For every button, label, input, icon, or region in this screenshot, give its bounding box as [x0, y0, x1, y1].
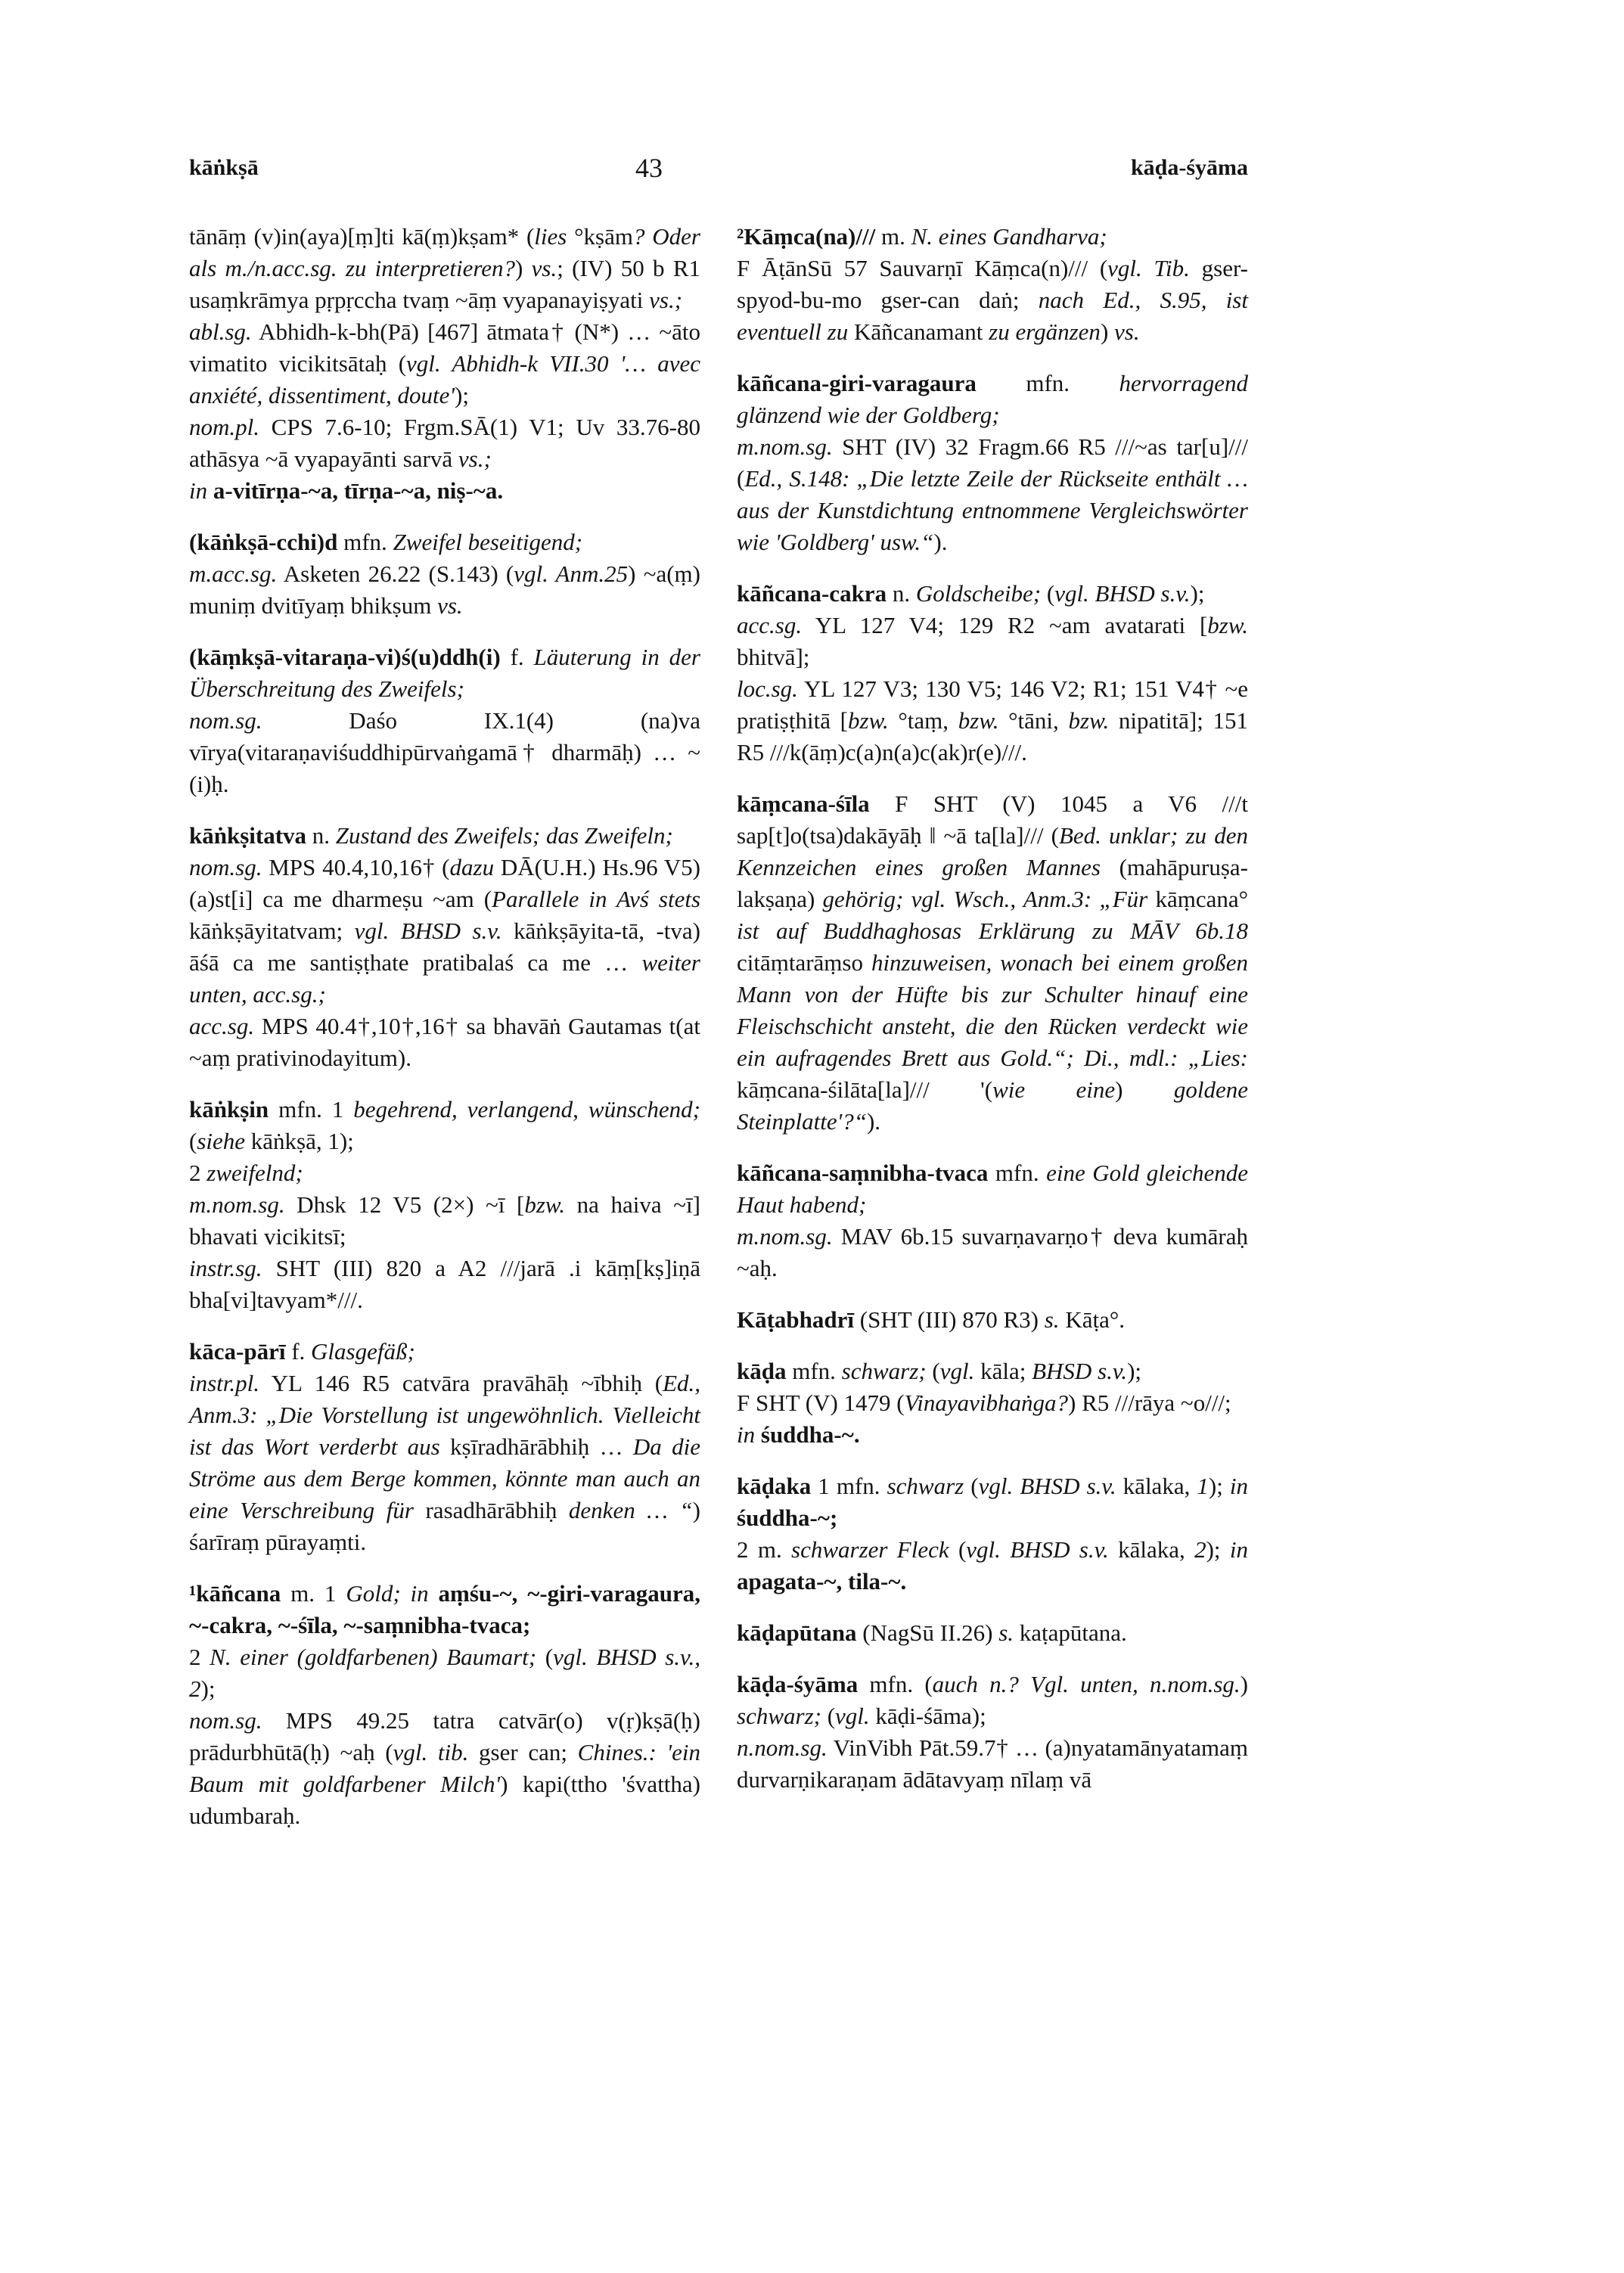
text: kāṅkṣā, 1); — [245, 1128, 354, 1154]
italic-text: Vinayavibhaṅga? — [904, 1390, 1068, 1416]
entry-line — [737, 1304, 1248, 1336]
dictionary-entry — [737, 1669, 1248, 1796]
text: f. — [500, 644, 534, 670]
text: ) kapi(ttho 'śvattha) udumbaraḥ. — [189, 1771, 700, 1829]
text: °taṃ, — [888, 707, 958, 734]
text: f. — [285, 1338, 312, 1365]
italic-text: vgl. Abhidh-k VII.30 '… avec anxiété, dissentiment, doute' — [189, 350, 701, 408]
text: ( — [821, 1703, 836, 1729]
text: (mahāpuruṣa-lakṣaṇa) — [737, 854, 1248, 912]
italic-text: in — [1229, 1473, 1249, 1499]
italic-text: schwarzer Fleck — [791, 1536, 949, 1563]
dictionary-entry — [189, 221, 700, 507]
text: m. 1 — [281, 1580, 346, 1607]
headword: kāṅkṣin — [189, 1096, 269, 1123]
italic-text: Läuterung in der Überschreitung des Zweifels; — [189, 644, 700, 702]
text: ) — [1100, 318, 1115, 345]
left-column — [189, 221, 700, 1852]
italic-text: nach Ed., S.95, ist eventuell zu — [737, 287, 1248, 345]
entry-line — [189, 1094, 700, 1157]
text: °kṣām — [567, 223, 633, 250]
italic-text: eine Gold gleichende Haut habend; — [737, 1160, 1248, 1218]
italic-text: Da die Ströme aus dem Berge kommen, könnte man auch an eine Verschreibung für — [189, 1433, 701, 1523]
dictionary-entry — [189, 1094, 700, 1316]
text: ( — [189, 1128, 197, 1154]
text: ; (IV) 50 b R1 usaṃkrāmya pṛpṛccha tvaṃ ~āṃ vyapanayiṣyati — [189, 255, 700, 313]
entry-line — [189, 641, 700, 705]
text: tānāṃ (v)in(aya)[ṃ]ti kā(ṃ)kṣam* ( — [189, 223, 535, 250]
entry-line — [737, 368, 1248, 431]
text — [429, 1580, 439, 1607]
italic-text: vgl. Anm.25 — [514, 560, 629, 587]
italic-text: nom.sg. — [189, 707, 262, 734]
headword: kāñcana-giri-varagaura — [737, 370, 977, 396]
entry-line — [189, 316, 700, 411]
italic-text: zweifelnd; — [206, 1160, 303, 1186]
italic-text: Bed. unklar; zu den Kennzeichen eines großen Mannes — [737, 822, 1248, 880]
text: ( — [1041, 580, 1055, 607]
italic-text: bzw. — [848, 707, 889, 734]
italic-text: Gold; in — [346, 1580, 429, 1607]
entry-line — [737, 221, 1248, 253]
italic-text: vgl. BHSD s.v. — [354, 918, 502, 944]
text: YL 127 V4; 129 R2 ~am avatarati [ — [802, 612, 1208, 638]
text: ( — [536, 1644, 554, 1670]
italic-text: m.acc.sg. — [189, 560, 278, 587]
italic-text: BHSD s.v. — [1032, 1358, 1128, 1384]
italic-text: gehörig; vgl. Wsch., Anm.3: „Für — [822, 886, 1148, 912]
text: Dhsk 12 V5 (2×) ~ī [ — [284, 1191, 525, 1218]
text: kāṃcana-śilāta[la]/// '( — [737, 1076, 993, 1103]
text: mfn. — [337, 529, 393, 555]
text: ) R5 ///rāya ~o///; — [1068, 1390, 1231, 1416]
headword: aṃśu-~, ~-giri-varagaura, ~-cakra, ~-śīla, ~-saṃnibha-tvaca; — [189, 1580, 700, 1638]
headword: kāḍapūtana — [737, 1619, 857, 1646]
entry-line — [737, 1221, 1248, 1284]
text: kāṅkṣāyita-tā, -tva) āśā ca me santiṣṭhate pratibalaś ca me … — [189, 918, 701, 976]
running-head-last-word: kāḍa-śyāma — [1130, 155, 1248, 180]
italic-text: instr.pl. — [189, 1370, 260, 1396]
headword: kāḍaka — [737, 1473, 812, 1499]
text: bhitvā]; — [737, 644, 810, 670]
text: ); — [455, 382, 469, 408]
italic-text: vgl. BHSD s.v. — [1054, 580, 1191, 607]
italic-text: Chines.: 'ein Baum mit goldfarbener Milch' — [189, 1739, 700, 1797]
text: kālaka, — [1108, 1536, 1195, 1563]
italic-text: m.nom.sg. — [189, 1191, 285, 1218]
entry-line — [737, 1470, 1248, 1534]
italic-text: auch n.? Vgl. unten, n.nom.sg. — [932, 1671, 1241, 1697]
italic-text: wie eine — [992, 1076, 1116, 1103]
italic-text: nom.sg. — [189, 854, 262, 880]
text: Abhidh-k-bh(Pā) [467] ātmata† (N*) … ~āto vimatito vicikitsātaḥ ( — [189, 318, 700, 377]
text: m. — [875, 223, 911, 250]
italic-text: zu ergänzen — [989, 318, 1101, 345]
italic-text: in — [737, 1421, 756, 1448]
entry-line — [737, 1534, 1248, 1598]
entry-line — [189, 526, 700, 558]
text: DĀ(U.H.) Hs.96 V5) (a)st[i] ca me dharmeṣu ~am ( — [189, 854, 701, 912]
text: ); — [1190, 580, 1205, 607]
text: Asketen 26.22 (S.143) ( — [277, 560, 514, 587]
text: VinVibh Pāt.59.7† … (a)nyatamānyatamaṃ durvarṇikaraṇam ādātavyaṃ nīlaṃ vā — [737, 1734, 1248, 1793]
dictionary-entry — [737, 1617, 1248, 1649]
text: kaṭapūtana. — [1014, 1619, 1127, 1646]
dictionary-entry — [737, 1355, 1248, 1451]
entry-line — [737, 1617, 1248, 1649]
text: Daśo IX.1(4) (na)va vīrya(vitaraṇaviśuddhipūrvaṅgamā† dharmāḥ) … ~(i)ḥ. — [189, 707, 700, 797]
headword: śuddha-~; — [737, 1504, 838, 1531]
headword: apagata-~, tila-~. — [737, 1568, 907, 1595]
headword: ¹kāñcana — [189, 1580, 281, 1607]
italic-text: vs.; — [649, 287, 683, 313]
text: mfn. — [988, 1160, 1047, 1186]
text: MAV 6b.15 suvarṇavarṇo† deva kumāraḥ ~aḥ. — [737, 1223, 1248, 1281]
entry-line — [737, 431, 1248, 558]
text: MPS 49.25 tatra catvār(o) v(ṛ)kṣā(ḥ) prādurbhūtā(ḥ) ~aḥ ( — [189, 1707, 700, 1765]
text: ) — [1240, 1671, 1248, 1697]
italic-text: loc.sg. — [737, 675, 798, 702]
italic-text: vgl. — [939, 1358, 975, 1384]
text — [755, 1421, 761, 1448]
dictionary-entry — [737, 1470, 1248, 1598]
entry-line — [737, 578, 1248, 610]
headword: kāṅkṣitatva — [189, 822, 307, 849]
headword: kāñcana-cakra — [737, 580, 887, 607]
italic-text: s. — [998, 1619, 1014, 1646]
entry-line — [189, 411, 700, 475]
text: rasadhārābhiḥ — [413, 1497, 569, 1523]
headword: Kāṭabhadrī — [737, 1306, 855, 1333]
headword: kāḍa-śyāma — [737, 1671, 859, 1697]
italic-text: hinzuweisen, wonach bei einem großen Mann von der Hüfte bis zur Schulter hinauf eine Fleischschicht ansteht, die den Rücken verdeckt wie ein aufragendes Brett aus Gold.“; Di., mdl.: „Lies: — [737, 949, 1248, 1071]
dictionary-entry — [189, 1336, 700, 1558]
text: ); — [1206, 1536, 1230, 1563]
text: YL 146 R5 catvāra pravāhāḥ ~ībhiḥ ( — [259, 1370, 663, 1396]
entry-line — [189, 1705, 700, 1832]
italic-text: Zweifel beseitigend; — [393, 529, 583, 555]
italic-text: ist auf Buddhaghosas Erklärung zu MĀV 6b.18 — [737, 918, 1248, 944]
italic-text: vs. — [1114, 318, 1140, 345]
italic-text: vgl. BHSD s.v., 2 — [189, 1644, 701, 1702]
italic-text: Glasgefäß; — [311, 1338, 415, 1365]
dictionary-entry — [737, 1157, 1248, 1284]
text: ); — [1127, 1358, 1141, 1384]
italic-text: N. einer (goldfarbenen) Baumart; — [210, 1644, 537, 1670]
italic-text: goldene Steinplatte'?“ — [737, 1076, 1248, 1135]
headword: ²Kāṃca(na)/// — [737, 223, 876, 250]
italic-text: 2 — [1194, 1536, 1206, 1563]
italic-text: vs. — [437, 592, 463, 619]
headword: (kāṅkṣā-cchi)d — [189, 529, 338, 555]
text: gser can; — [468, 1739, 578, 1765]
text: ( — [949, 1536, 967, 1563]
italic-text: in — [189, 477, 208, 504]
italic-text: m.nom.sg. — [737, 433, 833, 460]
italic-text: instr.sg. — [189, 1255, 262, 1281]
text: MPS 40.4,10,16† ( — [262, 854, 450, 880]
entry-line — [737, 253, 1248, 348]
italic-text: acc.sg. — [737, 612, 803, 638]
text: mfn. — [976, 370, 1119, 396]
italic-text: ? Oder als m./n.acc.sg. zu interpretieren? — [189, 223, 700, 281]
italic-text: schwarz; — [737, 1703, 821, 1729]
text: Kāñcanamant — [848, 318, 989, 345]
dictionary-entry — [737, 368, 1248, 558]
text: ). — [866, 1108, 881, 1135]
italic-text: vgl. BHSD s.v. — [966, 1536, 1109, 1563]
entry-line — [189, 1368, 700, 1558]
text: ) — [1115, 1076, 1174, 1103]
entry-line — [737, 1669, 1248, 1732]
italic-text: Zustand des Zweifels; das Zweifeln; — [335, 822, 673, 849]
italic-text: N. eines Gandharva; — [911, 223, 1107, 250]
italic-text: weiter unten, acc.sg.; — [189, 949, 700, 1008]
entry-line — [189, 705, 700, 800]
italic-text: 1 — [1197, 1473, 1209, 1499]
italic-text: vgl. — [835, 1703, 870, 1729]
entry-line — [737, 788, 1248, 1138]
text: kālaka, — [1116, 1473, 1197, 1499]
headword: kāḍa — [737, 1358, 787, 1384]
text: SHT (III) 820 a A2 ///jarā .i kāṃ[kṣ]iṇā bha[vi]tavyam*///. — [189, 1255, 700, 1313]
headword: a-vitīrṇa-~a, tīrṇa-~a, niṣ-~a. — [213, 477, 504, 504]
entry-line — [737, 1355, 1248, 1387]
italic-text: n.nom.sg. — [737, 1734, 828, 1761]
text: mfn. ( — [858, 1671, 933, 1697]
italic-text: vgl. Tib. — [1107, 255, 1190, 281]
entry-line — [189, 1578, 700, 1641]
italic-text: begehrend, verlangend, wünschend; — [353, 1096, 701, 1123]
dictionary-entry — [189, 641, 700, 800]
italic-text: siehe — [197, 1128, 246, 1154]
entry-line — [189, 558, 700, 622]
text: kāṃcana° — [1147, 886, 1249, 912]
text: F SHT (V) 1479 ( — [737, 1390, 905, 1416]
text: citāṃtarāṃso — [737, 949, 871, 976]
text: CPS 7.6-10; Frgm.SĀ(1) V1; Uv 33.76-80 athāsya ~ā vyapayānti sarvā — [189, 414, 700, 472]
page-number: 43 — [635, 153, 663, 183]
entry-line — [737, 1157, 1248, 1221]
text: ) ~a(ṃ) muniṃ dvitīyaṃ bhikṣum — [189, 560, 700, 619]
dictionary-entry — [189, 1578, 700, 1832]
italic-text: Ed., Anm.3: „Die Vorstellung ist ungewöhnlich. Vielleicht ist das Wort verderbt aus — [189, 1370, 700, 1460]
italic-text: lies — [534, 223, 567, 250]
text: Kāṭa°. — [1059, 1306, 1125, 1333]
entry-line — [737, 610, 1248, 673]
italic-text: schwarz; — [841, 1358, 927, 1384]
dictionary-entry — [737, 788, 1248, 1138]
text: mfn. — [786, 1358, 842, 1384]
italic-text: s. — [1044, 1306, 1060, 1333]
text: 1 mfn. — [811, 1473, 887, 1499]
text: (NagSū II.26) — [856, 1619, 999, 1646]
dictionary-entry — [189, 820, 700, 1074]
running-head-first-word: kāṅkṣā — [189, 155, 259, 180]
text: ( — [926, 1358, 940, 1384]
text: F SHT (V) 1045 a V6 ///t sap[t]o(tsa)dakāyāḥ ‖ ~ā ta[la]/// ( — [737, 790, 1248, 849]
italic-text: acc.sg. — [189, 1013, 255, 1039]
text: F ĀṭānSū 57 Sauvarṇī Kāṃca(n)/// ( — [737, 255, 1108, 281]
text: YL 127 V3; 130 V5; 146 V2; R1; 151 V4† ~e pratiṣṭhitā [ — [737, 675, 1248, 734]
text: ). — [933, 529, 948, 555]
text: 2 m. — [737, 1536, 792, 1563]
entry-line — [189, 1336, 700, 1368]
text: ) śarīraṃ pūrayaṃti. — [189, 1497, 700, 1555]
italic-text: m.nom.sg. — [737, 1223, 833, 1250]
text — [207, 477, 213, 504]
entry-line — [189, 221, 700, 316]
headword: śuddha-~. — [760, 1421, 860, 1448]
text: na haiva ~ī] bhavati vicikitsī; — [189, 1191, 700, 1250]
running-header — [189, 155, 1248, 194]
italic-text: in — [1229, 1536, 1248, 1563]
text: ( — [964, 1473, 979, 1499]
text: (SHT (III) 870 R3) — [854, 1306, 1045, 1333]
dictionary-entry — [737, 578, 1248, 769]
text: kāḍi-śāma); — [869, 1703, 986, 1729]
text: MPS 40.4†,10†,16† sa bhavāṅ Gautamas t(at ~aṃ prativinodayitum). — [189, 1013, 700, 1071]
entry-line — [189, 1189, 700, 1253]
text: mfn. 1 — [269, 1096, 354, 1123]
italic-text: nom.pl. — [189, 414, 259, 440]
headword: (kāṃkṣā-vitaraṇa-vi)ś(u)ddh(i) — [189, 644, 501, 670]
italic-text: bzw. — [1207, 612, 1248, 638]
dictionary-entry — [737, 221, 1248, 348]
text: ); — [200, 1675, 216, 1702]
italic-text: Parallele in Avś stets — [492, 886, 701, 912]
text: gser-spyod-bu-mo gser-can daṅ; — [737, 255, 1248, 313]
italic-text: vgl. BHSD s.v. — [978, 1473, 1116, 1499]
entry-line — [189, 1253, 700, 1316]
italic-text: schwarz — [887, 1473, 964, 1499]
right-column — [737, 221, 1248, 1815]
italic-text: abl.sg. — [189, 318, 252, 345]
headword: kāca-pārī — [189, 1338, 286, 1365]
headword: kāṃcana-śīla — [737, 790, 870, 817]
italic-text: Goldscheibe; — [915, 580, 1042, 607]
entry-line — [189, 820, 700, 852]
entry-line — [189, 852, 700, 1011]
text: n. — [306, 822, 336, 849]
headword: kāñcana-saṃnibha-tvaca — [737, 1160, 989, 1186]
italic-text: hervorragend glänzend wie der Goldberg; — [737, 370, 1248, 428]
entry-line — [737, 1419, 1248, 1451]
entry-line — [189, 475, 700, 507]
text: 2 — [189, 1644, 210, 1670]
entry-line — [737, 673, 1248, 769]
entry-line — [189, 1641, 700, 1705]
italic-text: vs. — [531, 255, 557, 281]
italic-text: bzw. — [958, 707, 999, 734]
text: °tāni, — [998, 707, 1069, 734]
text: n. — [887, 580, 916, 607]
italic-text: dazu — [449, 854, 495, 880]
text: kāṅkṣāyitatvam; — [189, 918, 355, 944]
entry-line — [189, 1011, 700, 1074]
italic-text: vs.; — [458, 446, 492, 472]
italic-text: denken … “ — [568, 1497, 693, 1523]
text: kāla; — [974, 1358, 1032, 1384]
italic-text: vgl. tib. — [393, 1739, 469, 1765]
entry-line — [737, 1732, 1248, 1796]
italic-text: bzw. — [1068, 707, 1110, 734]
dictionary-entry — [737, 1304, 1248, 1336]
italic-text: nom.sg. — [189, 1707, 262, 1734]
text: 2 — [189, 1160, 207, 1186]
text: ) — [515, 255, 532, 281]
italic-text: Ed., S.148: „Die letzte Zeile der Rückseite enthält … aus der Kunstdichtung entnommene Vergleichswörter wie 'Goldberg' usw.“ — [737, 465, 1248, 555]
dictionary-entry — [189, 526, 700, 622]
text: kṣīradhārābhiḥ … — [439, 1433, 633, 1460]
text: ); — [1208, 1473, 1230, 1499]
entry-line — [737, 1387, 1248, 1419]
text: nipatitā]; 151 R5 ///k(āṃ)c(a)n(a)c(ak)r(e)///. — [737, 707, 1249, 765]
text: SHT (IV) 32 Fragm.66 R5 ///~as tar[u]/// ( — [737, 433, 1248, 492]
italic-text: bzw. — [524, 1191, 566, 1218]
entry-line — [189, 1157, 700, 1189]
